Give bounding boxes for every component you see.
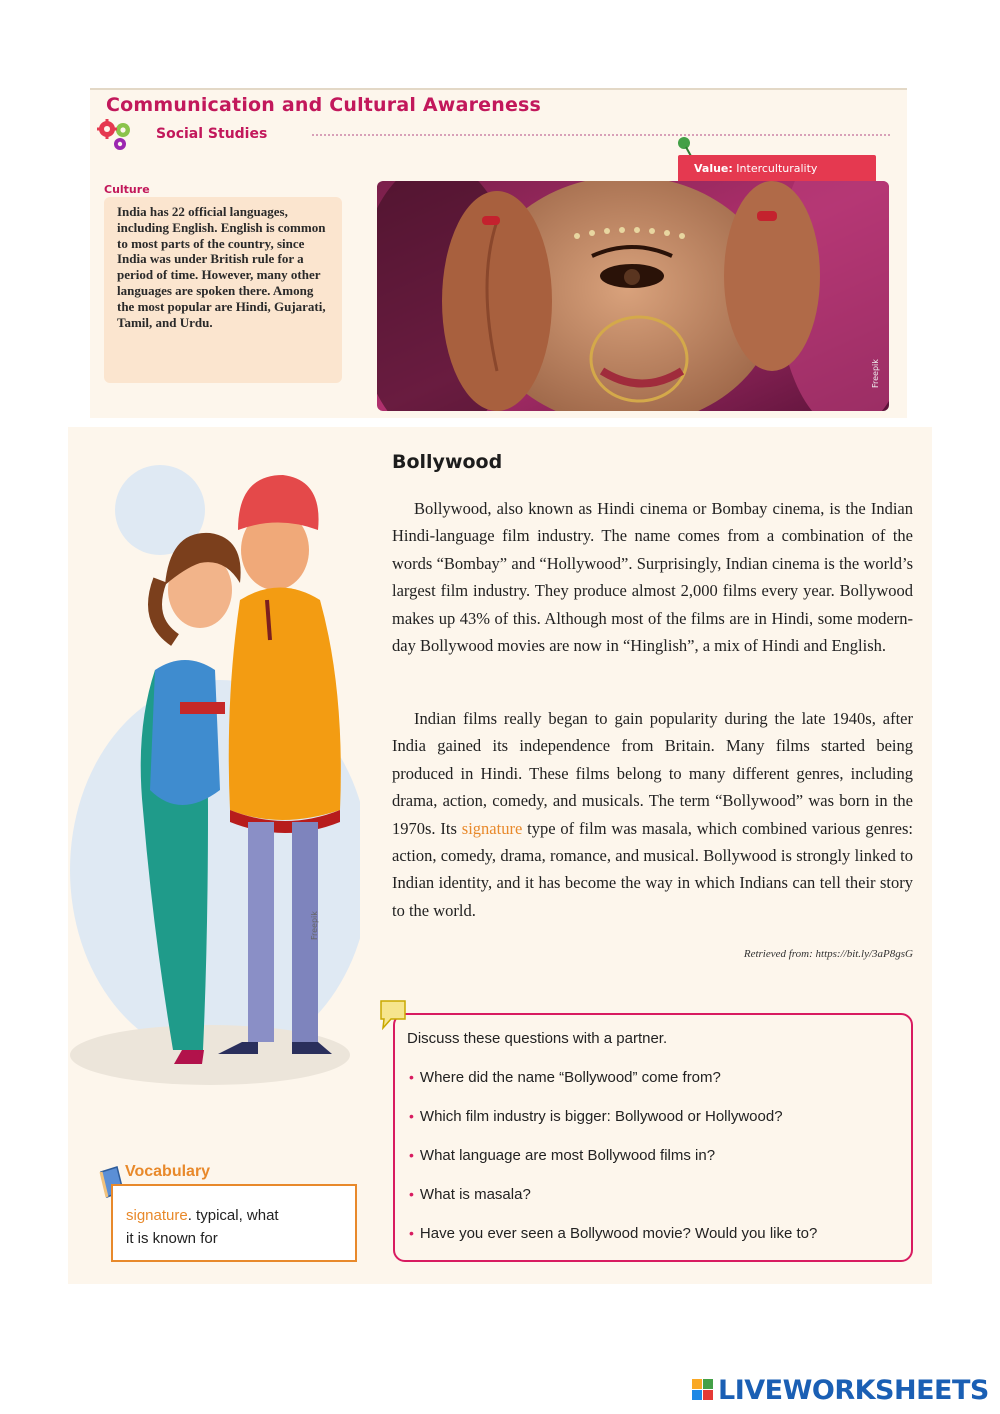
subject-label: Social Studies (156, 126, 268, 142)
article-title: Bollywood (392, 451, 503, 473)
question-text: Have you ever seen a Bollywood movie? Would you like to? (419, 1225, 818, 1242)
discussion-question (409, 1108, 783, 1125)
paragraph-2-part-b: type of film was masala, which combined various genres: action, comedy, drama, romance, and musical. Bollywood is strongly linked to Indian identity, and it has become the way in which Indians can tell their story to the world. (392, 818, 913, 920)
discussion-box (393, 1013, 913, 1262)
value-tag (678, 155, 876, 183)
brand-logo[interactable] (692, 1373, 989, 1407)
illustration-credit: Freepik (310, 911, 319, 940)
vocabulary-box (111, 1184, 357, 1262)
discussion-question (409, 1225, 817, 1242)
page-title: Communication and Cultural Awareness (106, 94, 542, 116)
discussion-question (409, 1069, 721, 1086)
liveworksheets-logo-icon (692, 1377, 714, 1403)
top-rule (90, 88, 907, 90)
bride-photo (377, 181, 889, 411)
value-tag-text: Interculturality (736, 162, 818, 175)
question-text: What language are most Bollywood films in? (419, 1147, 716, 1164)
speech-bubble-icon (378, 998, 408, 1030)
highlighted-word-signature: signature (461, 818, 523, 838)
brand-name: LIVEWORKSHEETS (718, 1374, 989, 1406)
culture-label: Culture (104, 183, 150, 196)
bullet-icon: • (409, 1225, 414, 1241)
discussion-question (409, 1147, 715, 1164)
vocabulary-definition-line-2: it is known for (126, 1230, 218, 1247)
photo-credit: Freepik (871, 359, 880, 388)
question-text: Where did the name “Bollywood” come from? (419, 1069, 721, 1086)
article-paragraph-1: Bollywood, also known as Hindi cinema or Bombay cinema, is the Indian Hindi-language film industry. The name comes from a combination of the words “Bombay” and “Hollywood”. Surprisingly, Indian cinema is the world’s largest film industry. They produce almost 2,000 films every year. Bollywood makes up 43% of this. Although most of the films are in Hindi, some modern-day Bollywood movies are now in “Hinglish”, a mix of Hindi and English. (392, 499, 913, 656)
discussion-intro: Discuss these questions with a partner. (407, 1030, 668, 1047)
article-paragraph-2 (392, 705, 913, 924)
bullet-icon: • (409, 1186, 414, 1202)
vocabulary-definition-line-1: . typical, what (187, 1207, 279, 1224)
value-tag-label: Value: (694, 162, 733, 175)
source-citation: Retrieved from: https://bit.ly/3aP8gsG (743, 948, 913, 960)
bullet-icon: • (409, 1147, 414, 1163)
gears-icon (96, 119, 148, 153)
paragraph-2-part-a: Indian films really began to gain popularity during the late 1940s, after India gained its independence from Britain. Many films started being produced in Hindi. These films belong to many different genres, including drama, action, comedy, and musicals. The term “Bollywood” was born in the 1970s. Its (392, 709, 913, 838)
question-text: Which film industry is bigger: Bollywood or Hollywood? (419, 1108, 783, 1125)
indian-couple-illustration (70, 450, 360, 1090)
question-text: What is masala? (419, 1186, 531, 1203)
vocabulary-title: Vocabulary (125, 1163, 211, 1180)
culture-text-box: India has 22 official languages, including English. English is common to most parts of the country, since India was under British rule for a period of time. However, many other languages are spoken there. Among the most popular are Hindi, Gujarati, Tamil, and Urdu. (104, 197, 342, 383)
bullet-icon: • (409, 1069, 414, 1085)
vocabulary-term: signature (126, 1207, 188, 1224)
bullet-icon: • (409, 1108, 414, 1124)
subject-divider (312, 134, 890, 136)
discussion-question (409, 1186, 531, 1203)
